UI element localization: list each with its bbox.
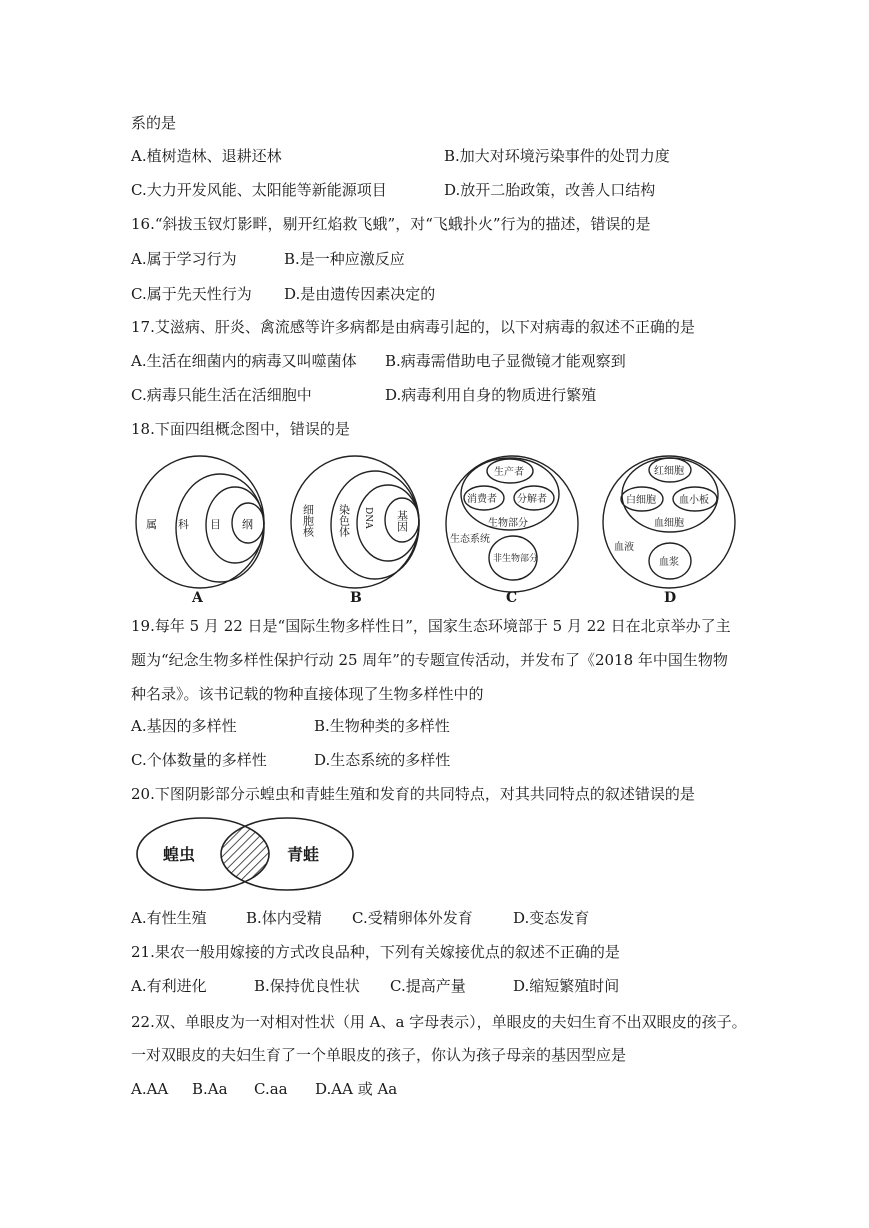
q20-stem: 20.下图阴影部分示蝗虫和青蛙生殖和发育的共同特点，对其共同特点的叙述错误的是 [131,785,695,803]
q20-venn-diagram [135,816,360,896]
diagram-b-label-dna: DNA [363,507,373,529]
q21-option-b: B.保持优良性状 [254,977,360,995]
q16-option-c: C.属于先天性行为 [131,285,252,303]
q20-option-d: D.变态发育 [513,909,590,927]
diagram-c-label-producer: 生产者 [494,467,524,478]
q16-option-b: B.是一种应激反应 [284,250,405,268]
q21-option-c: C.提高产量 [390,977,466,995]
q15-option-c: C.大力开发风能、太阳能等新能源项目 [131,181,387,199]
venn-label-frog: 青蛙 [287,845,320,864]
q22-stem-line-1: 22.双、单眼皮为一对相对性状（用 A、a 字母表示），单眼皮的夫妇生育不出双眼皮的孩子。 [131,1013,747,1031]
diagram-b-caption: B [350,590,362,605]
q19-option-c: C.个体数量的多样性 [131,751,267,769]
diagram-a-label-shu: 属 [146,518,157,531]
q22-stem-line-2: 一对双眼皮的夫妇生育了一个单眼皮的孩子，你认为孩子母亲的基因型应是 [131,1046,627,1064]
diagram-c-label-decomposer: 分解者 [517,494,547,505]
diagram-d-label-wbc: 白细胞 [626,495,656,506]
q21-option-a: A.有利进化 [131,977,207,995]
diagram-a-caption: A [192,590,203,605]
diagram-d-label-rbc: 红细胞 [654,466,684,477]
q18-concept-diagrams [130,450,750,605]
q19-stem-line-3: 种名录》。该书记载的物种直接体现了生物多样性中的 [131,685,484,703]
diagram-a-label-mu: 目 [210,518,221,531]
q17-option-c: C.病毒只能生活在活细胞中 [131,386,312,404]
diagram-c-label-abiotic: 非生物部分 [493,554,539,564]
q21-stem: 21.果农一般用嫁接的方式改良品种，下列有关嫁接优点的叙述不正确的是 [131,943,620,961]
diagram-b-label-gene: 基因 [395,510,409,532]
q15-stem-tail: 系的是 [131,114,177,132]
q22-option-d: D.AA 或 Aa [315,1080,398,1098]
q21-option-d: D.缩短繁殖时间 [513,977,620,995]
diagram-c-label-ecosystem: 生态系统 [450,534,490,545]
diagram-d-label-plasma: 血浆 [659,557,679,568]
q16-stem: 16.“斜拔玉钗灯影畔，剔开红焰救飞蛾”，对“飞蛾扑火”行为的描述，错误的是 [131,215,651,233]
diagram-d-caption: D [664,590,677,605]
q17-option-a: A.生活在细菌内的病毒又叫噬菌体 [131,352,357,370]
diagram-d-label-blood: 血液 [614,542,634,553]
q16-option-a: A.属于学习行为 [131,250,237,268]
q22-option-c: C.aa [254,1080,288,1098]
q18-stem: 18.下面四组概念图中，错误的是 [131,420,350,438]
q20-option-c: C.受精卵体外发育 [352,909,473,927]
diagram-c-caption: C [506,590,518,605]
q22-option-b: B.Aa [192,1080,228,1098]
venn-label-locust: 蝗虫 [163,845,196,864]
diagram-c-label-consumer: 消费者 [467,494,497,505]
q15-option-a: A.植树造林、退耕还林 [131,147,282,165]
q17-option-d: D.病毒利用自身的物质进行繁殖 [385,386,597,404]
q19-stem-line-1: 19.每年 5 月 22 日是“国际生物多样性日”，国家生态环境部于 5 月 22 日在北京举办了主 [131,617,731,635]
q15-option-b: B.加大对环境污染事件的处罚力度 [444,147,670,165]
diagram-b-label-chromosome: 染色体 [337,504,351,537]
q19-option-a: A.基因的多样性 [131,717,237,735]
diagram-c-label-biotic: 生物部分 [488,518,528,529]
diagram-a-label-gang: 纲 [242,518,253,531]
diagram-a-label-ke: 科 [178,518,189,531]
q15-option-d: D.放开二胎政策，改善人口结构 [444,181,656,199]
q20-option-b: B.体内受精 [246,909,322,927]
q19-option-b: B.生物种类的多样性 [314,717,450,735]
q16-option-d: D.是由遗传因素决定的 [284,285,436,303]
q22-option-a: A.AA [131,1080,169,1098]
q19-stem-line-2: 题为“纪念生物多样性保护行动 25 周年”的专题宣传活动，并发布了《2018 年中国生物物 [131,651,728,669]
q20-option-a: A.有性生殖 [131,909,207,927]
diagram-d-label-bloodcell: 血细胞 [654,518,684,529]
q17-stem: 17.艾滋病、肝炎、禽流感等许多病都是由病毒引起的，以下对病毒的叙述不正确的是 [131,318,695,336]
q19-option-d: D.生态系统的多样性 [314,751,451,769]
diagram-b-label-nucleus: 细胞核 [301,504,315,537]
diagram-d-label-platelet: 血小板 [679,495,709,506]
q17-option-b: B.病毒需借助电子显微镜才能观察到 [385,352,626,370]
